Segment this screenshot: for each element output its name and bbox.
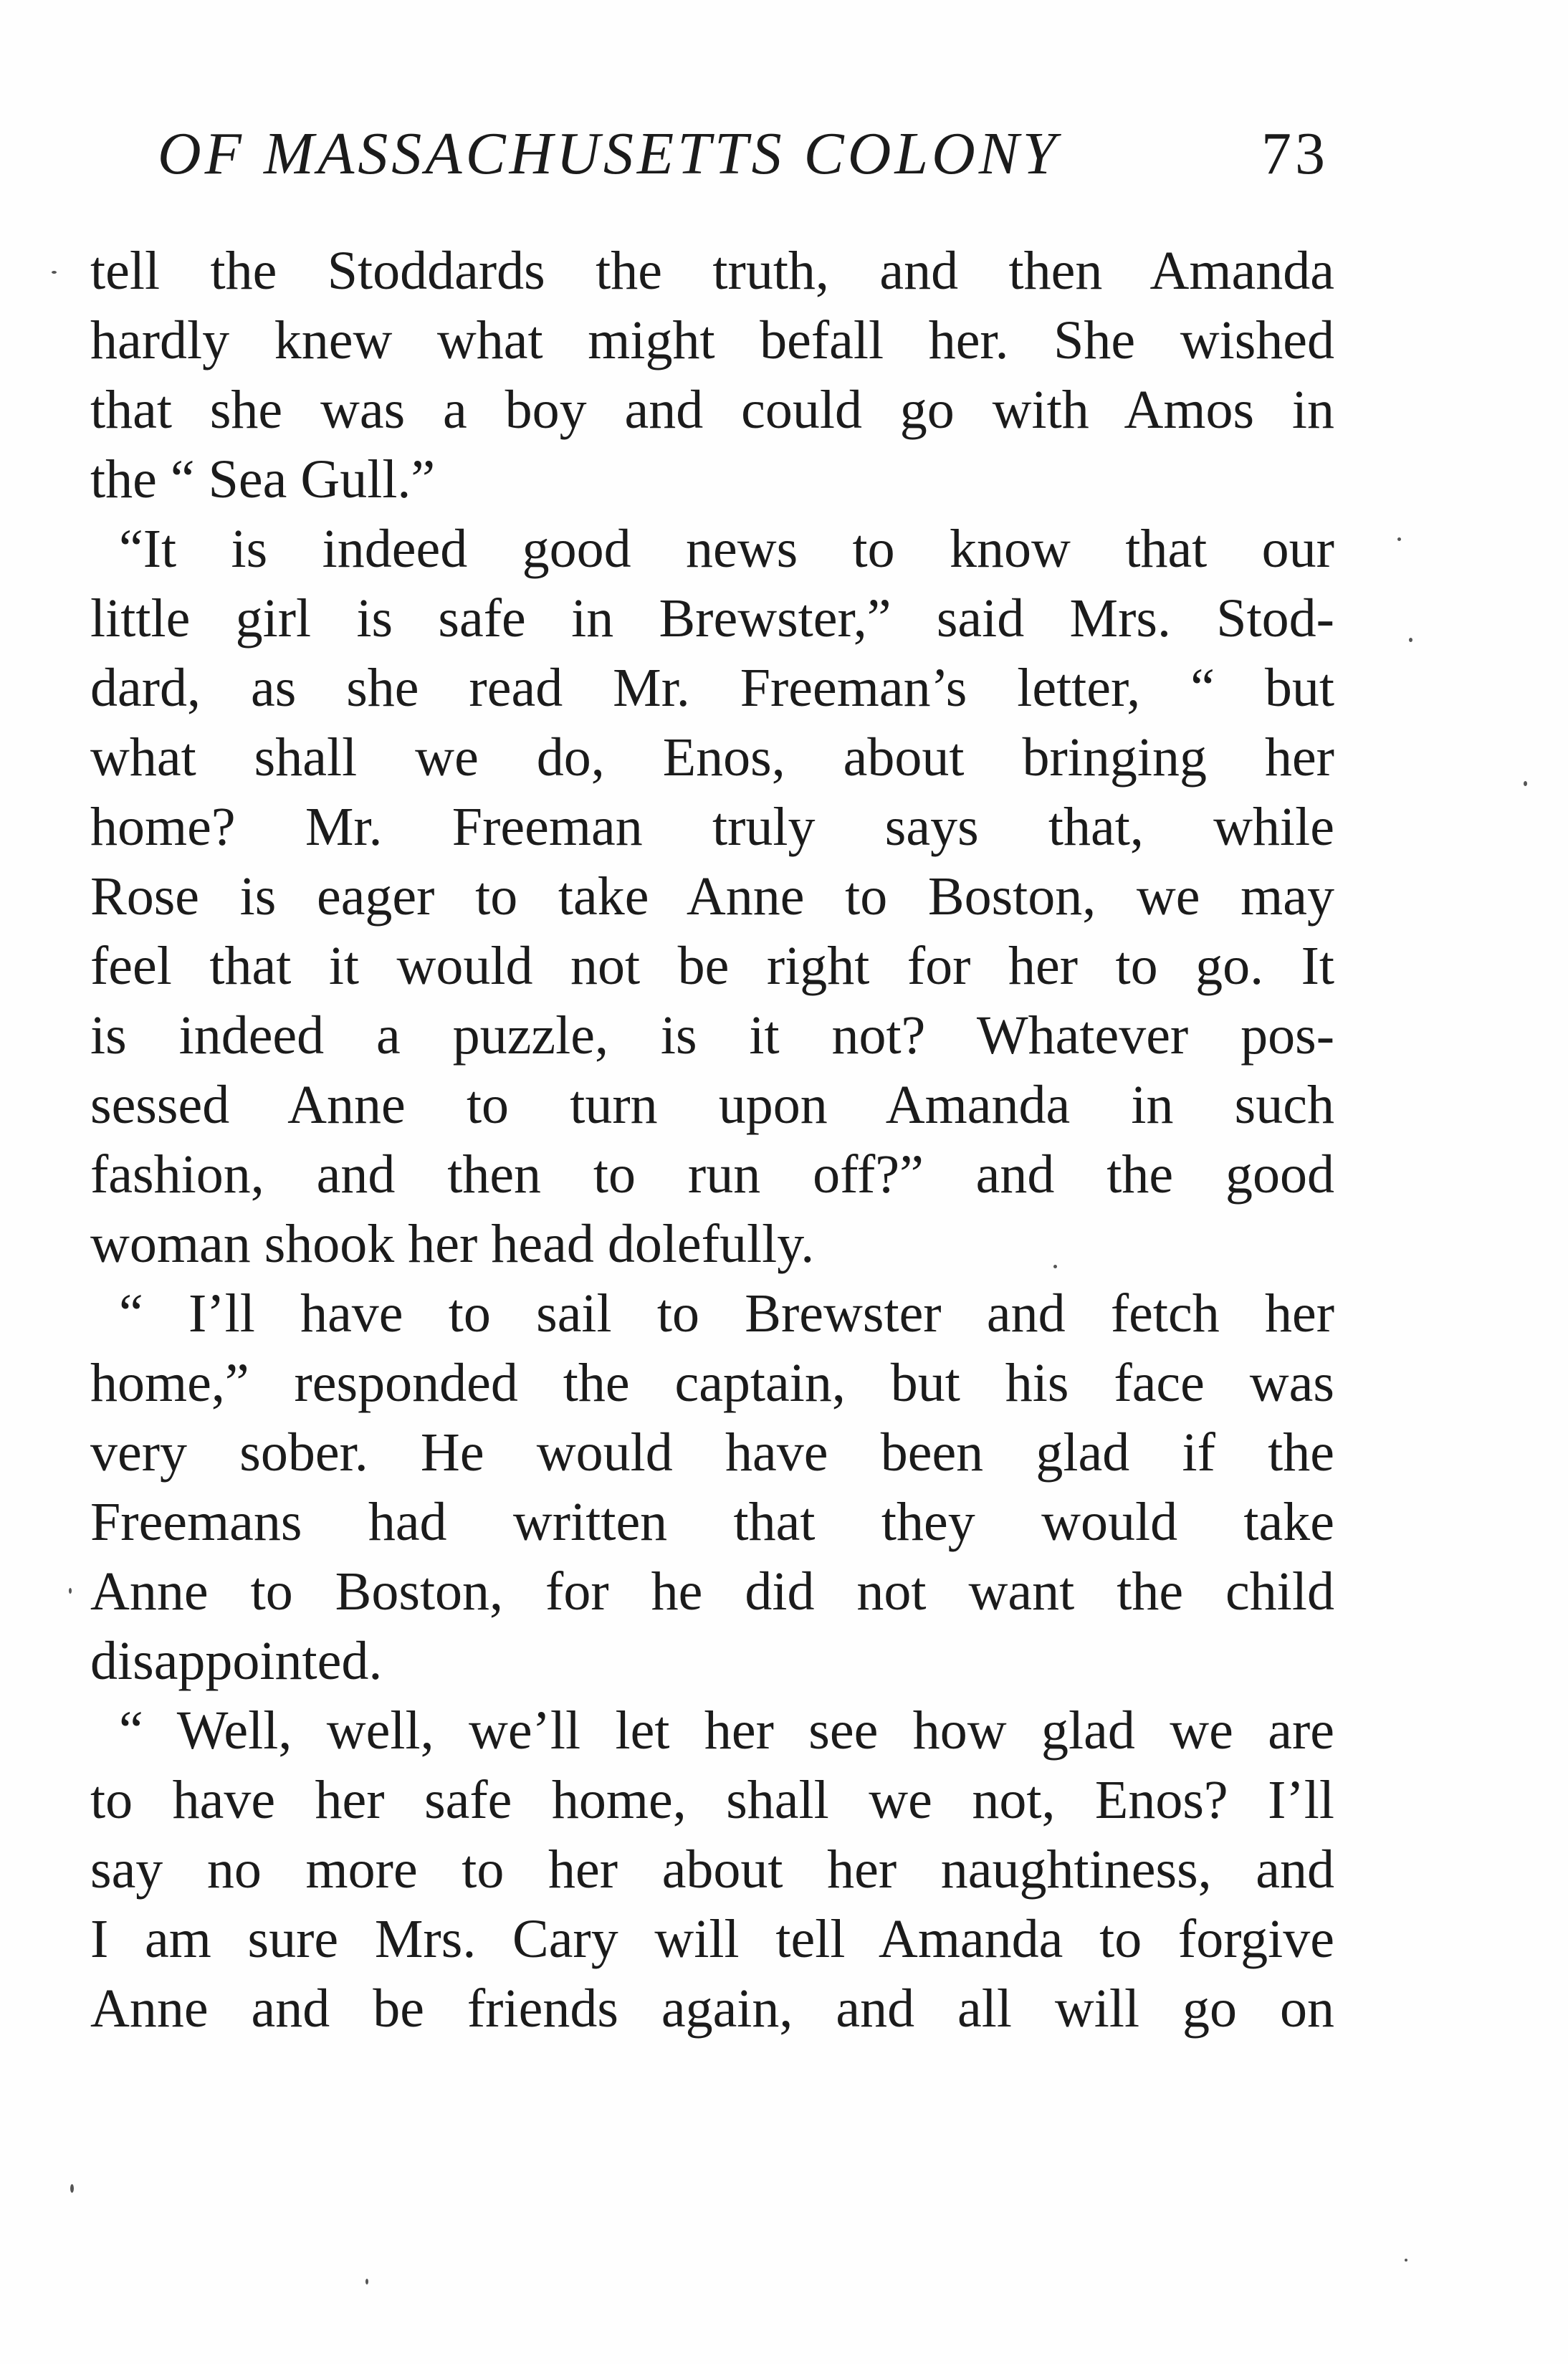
text-line: to have her safe home, shall we not, Enos? I’ll (90, 1770, 1334, 1830)
text-line: disappointed. (90, 1631, 383, 1691)
running-head-title: OF MASSACHUSETTS COLONY (158, 120, 1060, 187)
text-line: fashion, and then to run off?” and the good (90, 1144, 1334, 1205)
paragraph-1 (90, 236, 1334, 515)
text-line: hardly knew what might befall her. She wished (90, 310, 1334, 370)
text-line: Anne to Boston, for he did not want the child (90, 1561, 1334, 1622)
text-line: say no more to her about her naughtiness, and (90, 1839, 1334, 1900)
paragraph-4 (90, 1696, 1334, 2044)
print-speck (1053, 1265, 1057, 1268)
text-line: that she was a boy and could go with Amos in (90, 380, 1334, 440)
paragraph-2 (90, 515, 1334, 1279)
text-line: home? Mr. Freeman truly says that, while (90, 797, 1334, 857)
print-speck (1405, 2259, 1407, 2262)
text-line: woman shook her head dolefully. (90, 1214, 815, 1274)
paragraph-3 (90, 1279, 1334, 1696)
text-line: the “ Sea Gull.” (90, 449, 436, 509)
text-line: little girl is safe in Brewster,” said Mrs. Stod- (90, 588, 1334, 649)
text-line: is indeed a puzzle, is it not? Whatever pos- (90, 1005, 1334, 1066)
print-speck (365, 2279, 368, 2284)
text-line: sessed Anne to turn upon Amanda in such (90, 1075, 1334, 1135)
text-line: home,” responded the captain, but his face was (90, 1353, 1334, 1413)
running-head (129, 115, 1347, 193)
print-speck (1397, 537, 1401, 541)
text-line: very sober. He would have been glad if the (90, 1422, 1334, 1483)
text-line: “It is indeed good news to know that our (119, 519, 1334, 579)
print-speck (70, 2184, 74, 2193)
text-line: “ Well, well, we’ll let her see how glad we are (119, 1700, 1334, 1761)
print-speck (1524, 781, 1527, 786)
text-line: Rose is eager to take Anne to Boston, we may (90, 866, 1334, 927)
text-line: feel that it would not be right for her to go. It (90, 936, 1334, 996)
print-speck (52, 271, 57, 274)
page-number: 73 (1261, 120, 1329, 187)
print-speck (69, 1588, 72, 1594)
text-line: “ I’ll have to sail to Brewster and fetch her (119, 1283, 1334, 1344)
print-speck (1409, 638, 1412, 642)
text-line: I am sure Mrs. Cary will tell Amanda to forgive (90, 1909, 1334, 1969)
body-text (90, 236, 1334, 2044)
text-line: Anne and be friends again, and all will go on (90, 1978, 1334, 2039)
text-line: tell the Stoddards the truth, and then Amanda (90, 241, 1334, 301)
text-line: Freemans had written that they would take (90, 1492, 1334, 1552)
text-line: dard, as she read Mr. Freeman’s letter, “ but (90, 658, 1334, 718)
text-line: what shall we do, Enos, about bringing her (90, 727, 1334, 788)
